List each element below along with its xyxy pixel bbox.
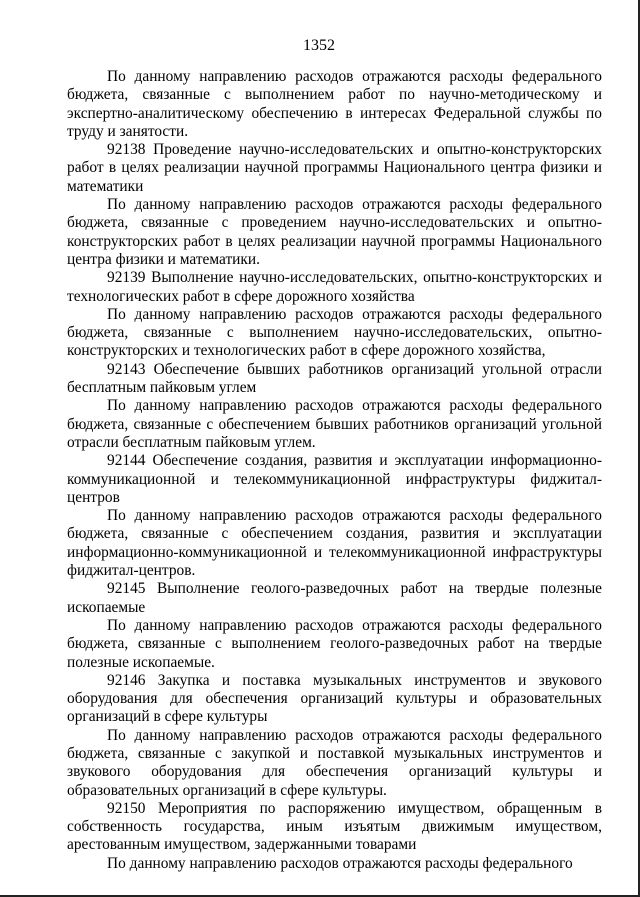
section-heading-92146: 92146 Закупка и поставка музыкальных инструментов и звукового оборудования для обеспечения организаций культуры и образовательных организаций в сфере культуры	[67, 671, 602, 726]
section-heading-92138: 92138 Проведение научно-исследовательских и опытно-конструкторских работ в целях реализации научной программы Национального центра физики и математики	[67, 141, 602, 195]
paragraph: По данному направлению расходов отражаются расходы федерального	[107, 854, 573, 872]
section-heading-92145: 92145 Выполнение геолого-разведочных работ на твердые полезные ископаемые	[67, 580, 602, 616]
section-heading-92143: 92143 Обеспечение бывших работников организаций угольной отрасли бесплатным пайковым углем	[67, 360, 602, 397]
paragraph: По данному направлению расходов отражаются расходы федерального бюджета, связанные с обеспечением бывших работников организаций угольной отрасли бесплатным пайковым углем.	[67, 397, 602, 451]
paragraph: По данному направлению расходов отражаются расходы федерального бюджета, связанные с проведением научно-исследовательских и опытно-конструкторских работ в целях реализации научной программы Национального центра физики и математики.	[67, 196, 602, 268]
paragraph: По данному направлению расходов отражаются расходы федерального бюджета, связанные с закупкой и поставкой музыкальных инструментов и звукового оборудования для обеспечения организаций культуры и образовательных организаций в сфере культуры.	[67, 726, 602, 799]
section-heading-92150: 92150 Мероприятия по распоряжению имуществом, обращенным в собственность государства, иным изъятым движимым имуществом, арестованным имуществом, задержанными товарами	[67, 799, 602, 854]
paragraph: По данному направлению расходов отражаются расходы федерального бюджета, связанные с выполнением геолого-разведочных работ на твердые полезные ископаемые.	[67, 616, 602, 671]
paragraph: По данному направлению расходов отражаются расходы федерального бюджета, связанные с выполнением работ по научно-методическому и экспертно-аналитическому обеспечению в интересах Федеральной службы по труду и занятости.	[67, 68, 602, 140]
document-body	[67, 68, 602, 873]
section-heading-92144: 92144 Обеспечение создания, развития и эксплуатации информационно-коммуникационной и телекоммуникационной инфраструктуры фиджитал-центров	[67, 452, 602, 506]
paragraph: По данному направлению расходов отражаются расходы федерального бюджета, связанные с выполнением научно-исследовательских, опытно-конструкторских и технологических работ в сфере дорожного хозяйства,	[67, 305, 602, 360]
paragraph: По данному направлению расходов отражаются расходы федерального бюджета, связанные с обеспечением создания, развития и эксплуатации информационно-коммуникационной и телекоммуникационной инфраструктуры фиджитал-центров.	[67, 507, 602, 580]
section-heading-92139: 92139 Выполнение научно-исследовательских, опытно-конструкторских и технологических работ в сфере дорожного хозяйства	[67, 269, 602, 305]
page-number: 1352	[303, 37, 335, 54]
